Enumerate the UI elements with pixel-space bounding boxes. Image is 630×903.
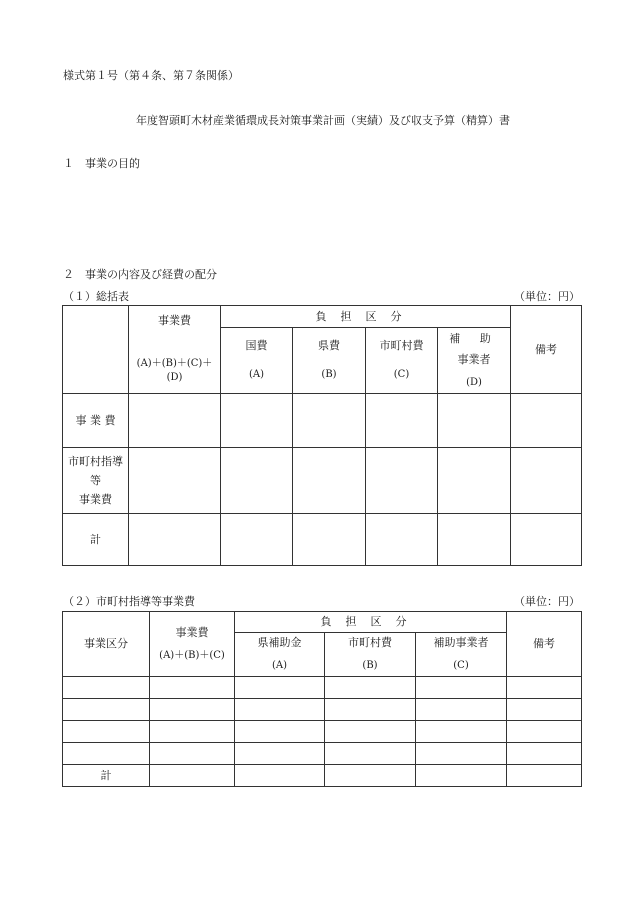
summary-header-jigyohi: 事業費 (A)＋(B)＋(C)＋(D) bbox=[129, 306, 221, 394]
table-row bbox=[63, 448, 582, 514]
section-2-heading: ２ 事業の内容及び経費の配分 bbox=[63, 268, 217, 281]
guidance-header-jigyo-kubun: 事業区分 bbox=[63, 612, 150, 677]
table-2-caption: （２）市町村指導等事業費 bbox=[63, 595, 195, 608]
document-title: 年度智頭町木材産業循環成長対策事業計画（実績）及び収支予算（精算）書 bbox=[136, 114, 510, 127]
summary-row-label-total: 計 bbox=[63, 514, 129, 566]
summary-header-kokuhi: 国費 (A) bbox=[221, 328, 293, 394]
table-row bbox=[63, 765, 582, 787]
guidance-cost-table bbox=[62, 611, 582, 787]
table-row bbox=[63, 699, 582, 721]
guidance-header-shichosonhi: 市町村費 (B) bbox=[325, 633, 416, 677]
summary-header-biko: 備考 bbox=[511, 306, 582, 394]
table-1-caption: （１）総括表 bbox=[63, 290, 129, 303]
guidance-header-ken-hojokin: 県補助金 (A) bbox=[235, 633, 325, 677]
guidance-header-biko: 備考 bbox=[507, 612, 582, 677]
table-row bbox=[63, 743, 582, 765]
section-1-heading: １ 事業の目的 bbox=[63, 157, 140, 170]
guidance-header-futan-kubun: 負担区分 bbox=[235, 612, 507, 633]
form-number: 様式第１号（第４条、第７条関係） bbox=[63, 69, 239, 82]
guidance-header-hojo-jigyosha: 補助事業者 (C) bbox=[416, 633, 507, 677]
guidance-row-label-total: 計 bbox=[63, 765, 150, 787]
summary-header-shichosonhi: 市町村費 (C) bbox=[366, 328, 438, 394]
table-1-unit: （単位：円） bbox=[514, 290, 580, 303]
table-row bbox=[63, 394, 582, 448]
summary-header-futan-kubun: 負担区分 bbox=[221, 306, 511, 328]
summary-table bbox=[62, 305, 582, 566]
table-row bbox=[63, 721, 582, 743]
summary-row-label-shidou: 市町村指導 等 事業費 bbox=[63, 448, 129, 514]
table-2-unit: （単位：円） bbox=[514, 595, 580, 608]
summary-header-kenhi: 県費 (B) bbox=[293, 328, 366, 394]
summary-corner-cell bbox=[63, 306, 129, 394]
table-row bbox=[63, 677, 582, 699]
table-row bbox=[63, 514, 582, 566]
summary-row-label-jigyohi: 事 業 費 bbox=[63, 394, 129, 448]
guidance-header-jigyohi: 事業費 (A)＋(B)＋(C) bbox=[150, 612, 235, 677]
summary-header-hojo-jigyosha: 補 助 事業者 (D) bbox=[438, 328, 511, 394]
